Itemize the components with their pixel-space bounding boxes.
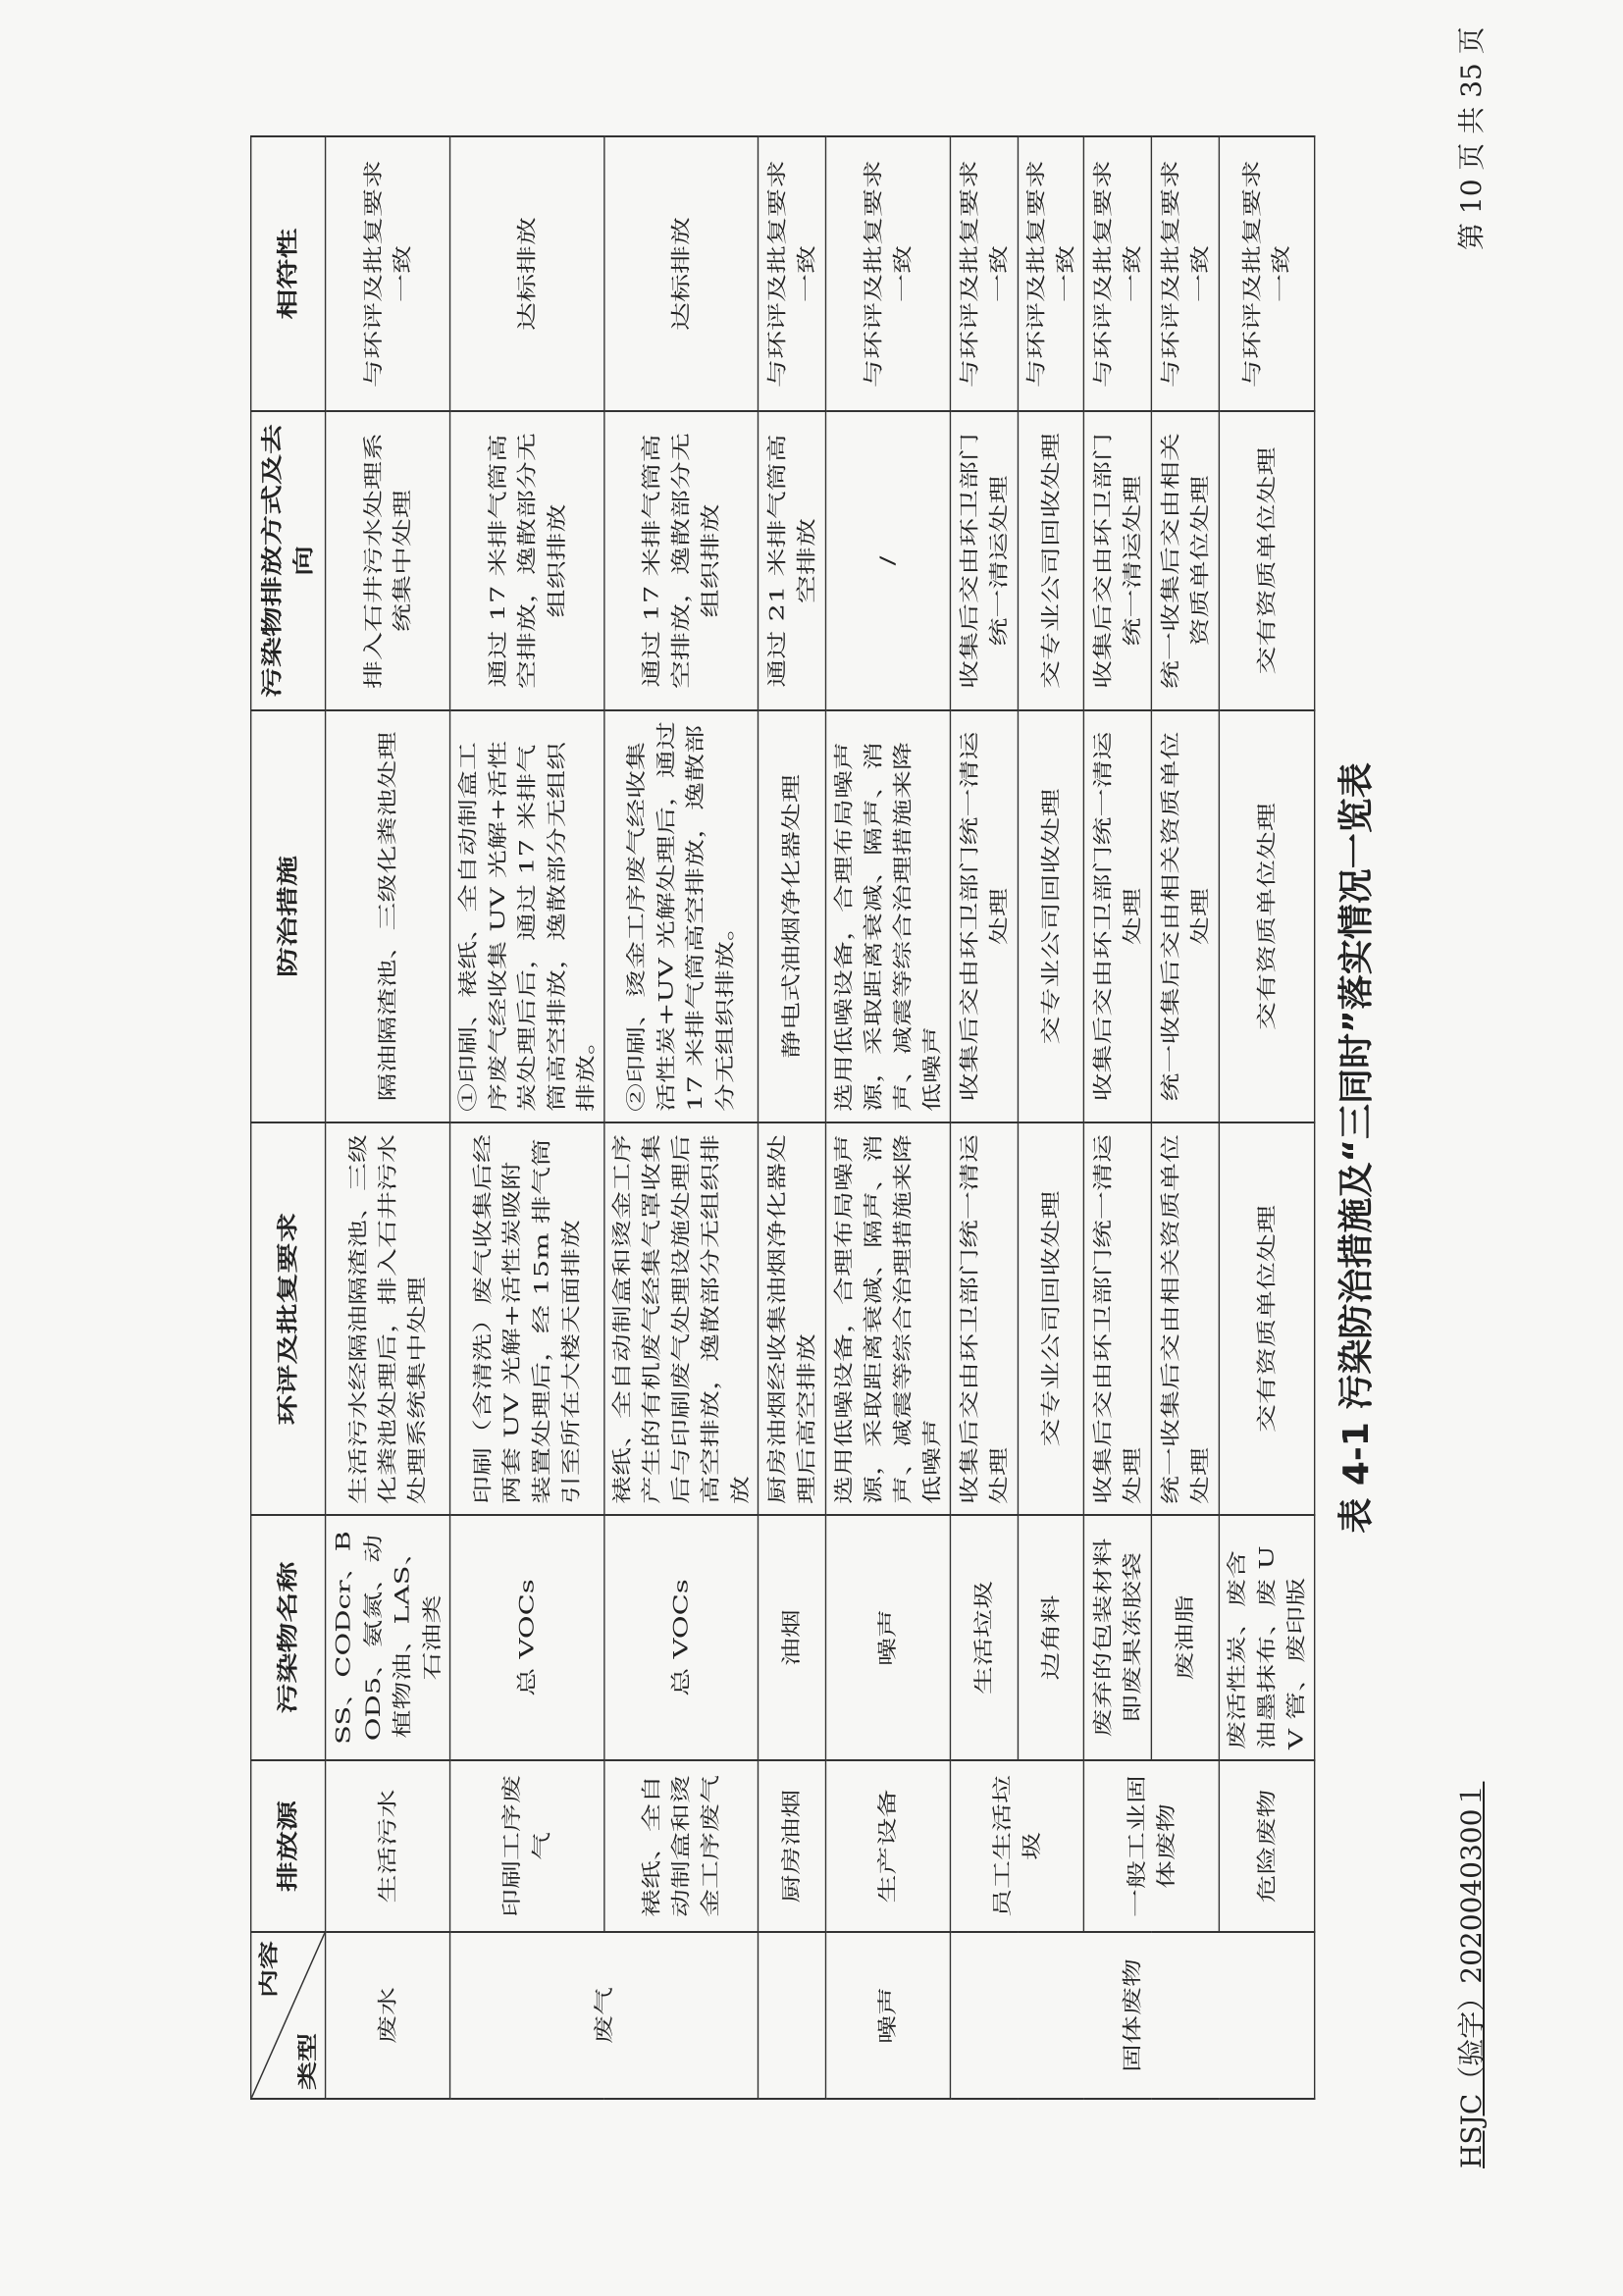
requirement-cell: 收集后交由环卫部门统一清运处理 [1083,1122,1151,1515]
measure-cell: 交有资质单位处理 [1219,710,1314,1122]
requirement-cell: 统一收集后交由相关资质单位处理 [1151,1122,1219,1515]
table-row [1219,136,1314,2099]
source-cell: 厨房油烟 [759,1760,826,1932]
requirement-cell: 厨房油烟经收集油烟净化器处理后高空排放 [759,1122,826,1515]
measure-cell: 统一收集后交由相关资质单位处理 [1151,710,1219,1122]
pollution-measures-table [250,135,1315,2100]
column-header-conformity: 相符性 [251,136,326,411]
measure-cell: ①印刷、裱纸、全自动制盒工序废气经收集 UV 光解+活性炭处理后后，通过 17 米排气筒高空排放，逸散部分无组织排放。 [450,710,604,1122]
source-cell: 危险废物 [1219,1760,1314,1932]
conformity-cell: 与环评及批复要求一致 [1018,136,1083,411]
table-row [450,136,604,2099]
page-number: 第 10 页 共 35 页 [1455,26,1488,250]
pollutant-cell: 噪声 [826,1515,951,1760]
corner-top-label: 内容 [256,1941,281,1999]
source-cell: 员工生活垃圾 [950,1760,1083,1932]
requirement-cell: 裱纸、全自动制盒和烫金工序产生的有机废气经集气罩收集后与印刷废气处理设施处理后高空排放，逸散部分无组织排放 [604,1122,759,1515]
requirement-cell: 交专业公司回收处理 [1018,1122,1083,1515]
measure-cell: 收集后交由环卫部门统一清运处理 [1083,710,1151,1122]
discharge-cell: 通过 21 米排气筒高空排放 [759,411,826,710]
type-cell: 废气 [450,1932,759,2099]
discharge-cell: 通过 17 米排气筒高空排放，逸散部分无组织排放 [450,411,604,710]
table-row [950,136,1018,2099]
discharge-cell: 交专业公司回收处理 [1018,411,1083,710]
discharge-cell: 收集后交由环卫部门统一清运处理 [950,411,1018,710]
document-number: HSJC（验字）2020040300１ [1455,1781,1488,2168]
table-title: 表 4-1 污染防治措施及“三同时”落实情况一览表 [1336,762,1377,1534]
type-cell: 固体废物 [950,1932,1314,2099]
discharge-cell: 排入石井污水处理系统集中处理 [326,411,450,710]
table-header-row [251,136,326,2099]
source-cell: 裱纸、全自动制盒和烫金工序废气 [604,1760,759,1932]
corner-header-cell [251,1932,326,2099]
measure-cell: 选用低噪设备，合理布局噪声源，采取距离衰减、隔声、消声、减震等综合治理措施来降低噪声 [826,710,951,1122]
corner-bottom-label: 类型 [294,2032,319,2090]
source-cell: 生产设备 [826,1760,951,1932]
pollutant-cell: 生活垃圾 [950,1515,1018,1760]
requirement-cell: 收集后交由环卫部门统一清运处理 [950,1122,1018,1515]
pollutant-cell: 总 VOCs [604,1515,759,1760]
conformity-cell: 与环评及批复要求一致 [1151,136,1219,411]
conformity-cell: 与环评及批复要求一致 [1083,136,1151,411]
conformity-cell: 与环评及批复要求一致 [759,136,826,411]
type-cell-empty [759,1932,826,2099]
table-row [759,136,826,2099]
pollutant-cell: SS、CODcr、BOD5、氨氮、动植物油、LAS、石油类 [326,1515,450,1760]
column-header-requirement: 环评及批复要求 [251,1122,326,1515]
column-header-measure: 防治措施 [251,710,326,1122]
column-header-pollutant: 污染物名称 [251,1515,326,1760]
source-cell: 一般工业固体废物 [1083,1760,1219,1932]
discharge-cell: 通过 17 米排气筒高空排放，逸散部分无组织排放 [604,411,759,710]
table-row [326,136,450,2099]
conformity-cell: 达标排放 [450,136,604,411]
pollutant-cell: 废活性炭、废含油墨抹布、废 UV 管、废印版 [1219,1515,1314,1760]
measure-cell: 收集后交由环卫部门统一清运处理 [950,710,1018,1122]
conformity-cell: 达标排放 [604,136,759,411]
pollutant-cell: 废弃的包装材料即废果冻胶袋 [1083,1515,1151,1760]
measure-cell: 静电式油烟净化器处理 [759,710,826,1122]
pollutant-cell: 总 VOCs [450,1515,604,1760]
discharge-cell: 收集后交由环卫部门统一清运处理 [1083,411,1151,710]
conformity-cell: 与环评及批复要求一致 [1219,136,1314,411]
table-row [826,136,951,2099]
discharge-cell: 统一收集后交由相关资质单位处理 [1151,411,1219,710]
conformity-cell: 与环评及批复要求一致 [826,136,951,411]
requirement-cell: 选用低噪设备，合理布局噪声源，采取距离衰减、隔声、消声、减震等综合治理措施来降低噪声 [826,1122,951,1515]
requirement-cell: 印刷（含清洗）废气收集后经两套 UV 光解+活性炭吸附装置处理后，经 15m 排气筒引至所在大楼天面排放 [450,1122,604,1515]
measure-cell: 隔油隔渣池、三级化粪池处理 [326,710,450,1122]
measure-cell: 交专业公司回收处理 [1018,710,1083,1122]
pollutant-cell: 边角料 [1018,1515,1083,1760]
table-row [604,136,759,2099]
column-header-source: 排放源 [251,1760,326,1932]
column-header-discharge: 污染物排放方式及去向 [251,411,326,710]
requirement-cell: 交有资质单位处理 [1219,1122,1314,1515]
type-cell: 噪声 [826,1932,951,2099]
measure-cell: ②印刷、烫金工序废气经收集活性炭+UV 光解处理后，通过 17 米排气筒高空排放，逸散部分无组织排放。 [604,710,759,1122]
source-cell: 印刷工序废气 [450,1760,604,1932]
conformity-cell: 与环评及批复要求一致 [950,136,1018,411]
discharge-cell: / [826,411,951,710]
requirement-cell: 生活污水经隔油隔渣池、三级化粪池处理后，排入石井污水处理系统集中处理 [326,1122,450,1515]
discharge-cell: 交有资质单位处理 [1219,411,1314,710]
source-cell: 生活污水 [326,1760,450,1932]
pollutant-cell: 废油脂 [1151,1515,1219,1760]
conformity-cell: 与环评及批复要求一致 [326,136,450,411]
table-row [1083,136,1151,2099]
type-cell: 废水 [326,1932,450,2099]
pollutant-cell: 油烟 [759,1515,826,1760]
